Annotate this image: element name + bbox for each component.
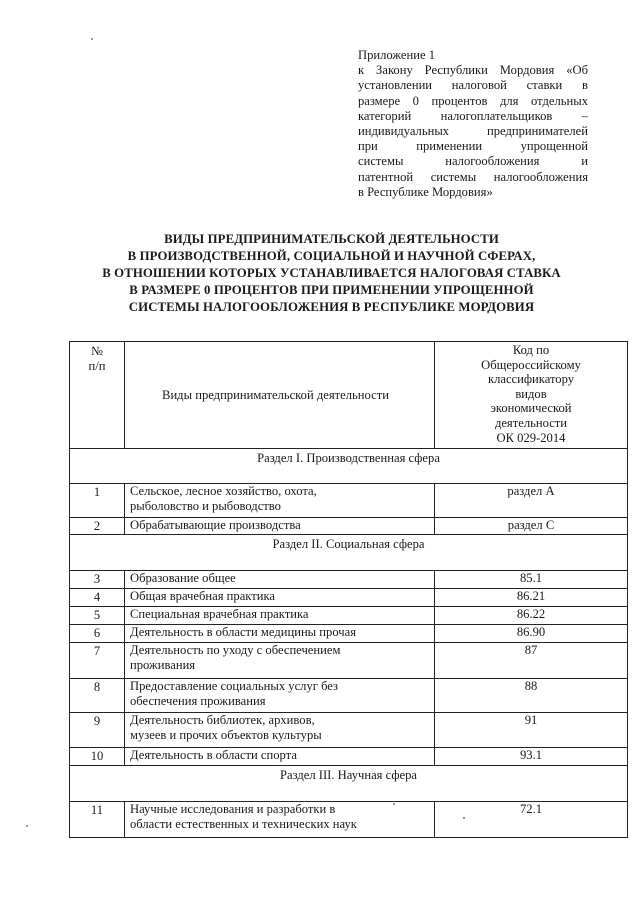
row-code: 88 [435,679,628,713]
section-row [70,449,628,484]
header-code-line: видов [515,386,547,401]
row-activity [125,802,435,838]
row-number: 10 [70,748,125,766]
document-title [40,231,623,316]
title-line: В ОТНОШЕНИИ КОТОРЫХ УСТАНАВЛИВАЕТСЯ НАЛОГОВАЯ СТАВКА [102,265,561,280]
row-activity-line: проживания [130,657,196,672]
table-row [70,748,628,766]
row-number: 6 [70,625,125,643]
row-activity [125,518,435,535]
row-activity-line: музеев и прочих объектов культуры [130,727,322,742]
row-activity-line: Деятельность в области спорта [130,748,297,762]
row-number: 11 [70,802,125,838]
appendix-line: индивидуальных предпринимателей [358,124,588,139]
table-row [70,713,628,748]
row-code: 72.1 [435,802,628,838]
table-row [70,589,628,607]
row-number: 3 [70,571,125,589]
row-activity [125,607,435,625]
row-activity-line: Обрабатывающие производства [130,518,301,532]
table-header-row [70,342,628,449]
header-num-cell [70,342,125,449]
section-title: Раздел III. Научная сфера [70,766,628,802]
row-activity [125,643,435,679]
row-activity [125,748,435,766]
section-title: Раздел I. Производственная сфера [70,449,628,484]
section-row [70,535,628,571]
header-code-cell [435,342,628,449]
row-number: 9 [70,713,125,748]
header-num-line: п/п [88,358,106,373]
row-activity-line: области естественных и технических наук [130,816,357,831]
row-activity-line: Образование общее [130,571,236,585]
row-activity-line: Сельское, лесное хозяйство, охота, [130,484,317,498]
scan-speck [393,803,395,805]
appendix-line: Приложение 1 [358,48,436,62]
title-line: ВИДЫ ПРЕДПРИНИМАТЕЛЬСКОЙ ДЕЯТЕЛЬНОСТИ [164,232,499,246]
table-row [70,679,628,713]
row-code: 91 [435,713,628,748]
row-activity-line: Деятельность библиотек, архивов, [130,713,315,727]
scan-speck [463,817,465,819]
row-activity-line: Научные исследования и разработки в [130,802,336,816]
row-activity [125,625,435,643]
table-row [70,571,628,589]
row-activity-line: Деятельность по уходу с обеспечением [130,643,341,657]
appendix-line: при применении упрощенной [358,139,588,154]
header-code-line: классификатору [487,372,575,387]
table-row [70,607,628,625]
appendix-line: к Закону Республики Мордовия «Об [358,63,588,78]
title-line: В РАЗМЕРЕ 0 ПРОЦЕНТОВ ПРИ ПРИМЕНЕНИИ УПРОЩЕННОЙ [129,282,534,297]
row-code: 86.22 [435,607,628,625]
table-row [70,518,628,535]
row-number: 5 [70,607,125,625]
row-activity-line: обеспечения проживания [130,693,266,708]
row-number: 2 [70,518,125,535]
row-code: 86.21 [435,589,628,607]
scan-speck [26,825,28,827]
title-line: В ПРОИЗВОДСТВЕННОЙ, СОЦИАЛЬНОЙ И НАУЧНОЙ СФЕРАХ, [127,248,536,263]
row-activity-line: Деятельность в области медицины прочая [130,625,357,639]
table-row [70,643,628,679]
table-row [70,484,628,518]
appendix-line: патентной системы налогообложения [358,169,588,184]
header-num-line: № [90,344,104,358]
activities-table [69,341,628,838]
appendix-line: установлении налоговой ставки в [358,78,588,93]
appendix-note [358,48,588,200]
row-activity [125,679,435,713]
header-code-line: деятельности [494,415,568,430]
row-activity [125,484,435,518]
row-code: 86.90 [435,625,628,643]
row-activity [125,713,435,748]
appendix-line: системы налогообложения и [358,154,588,169]
table-row [70,625,628,643]
row-activity [125,589,435,607]
header-code-line: Общероссийскому [481,357,581,372]
row-number: 4 [70,589,125,607]
scan-speck [91,38,93,40]
row-activity-line: Общая врачебная практика [130,589,275,603]
appendix-line: размере 0 процентов для отдельных [358,93,588,108]
header-code-line: Код по [512,343,550,357]
row-number: 1 [70,484,125,518]
appendix-line: в Республике Мордовия» [358,184,493,199]
row-code: раздел A [435,484,628,518]
row-activity-line: Предоставление социальных услуг без [130,679,339,693]
row-activity-line: Специальная врачебная практика [130,607,309,621]
section-row [70,766,628,802]
row-activity [125,571,435,589]
table-row [70,802,628,838]
row-code: 87 [435,643,628,679]
row-code: 93.1 [435,748,628,766]
appendix-line: категорий налогоплательщиков – [358,108,588,123]
row-code: раздел C [435,518,628,535]
row-number: 7 [70,643,125,679]
row-activity-line: рыболовство и рыбоводство [130,498,281,513]
title-line: СИСТЕМЫ НАЛОГООБЛОЖЕНИЯ В РЕСПУБЛИКЕ МОРДОВИЯ [128,299,535,314]
header-name-cell: Виды предпринимательской деятельности [125,342,435,449]
row-code: 85.1 [435,571,628,589]
section-title: Раздел II. Социальная сфера [70,535,628,571]
row-number: 8 [70,679,125,713]
header-code-line: экономической [490,401,572,416]
header-code-line: ОК 029-2014 [496,430,566,445]
